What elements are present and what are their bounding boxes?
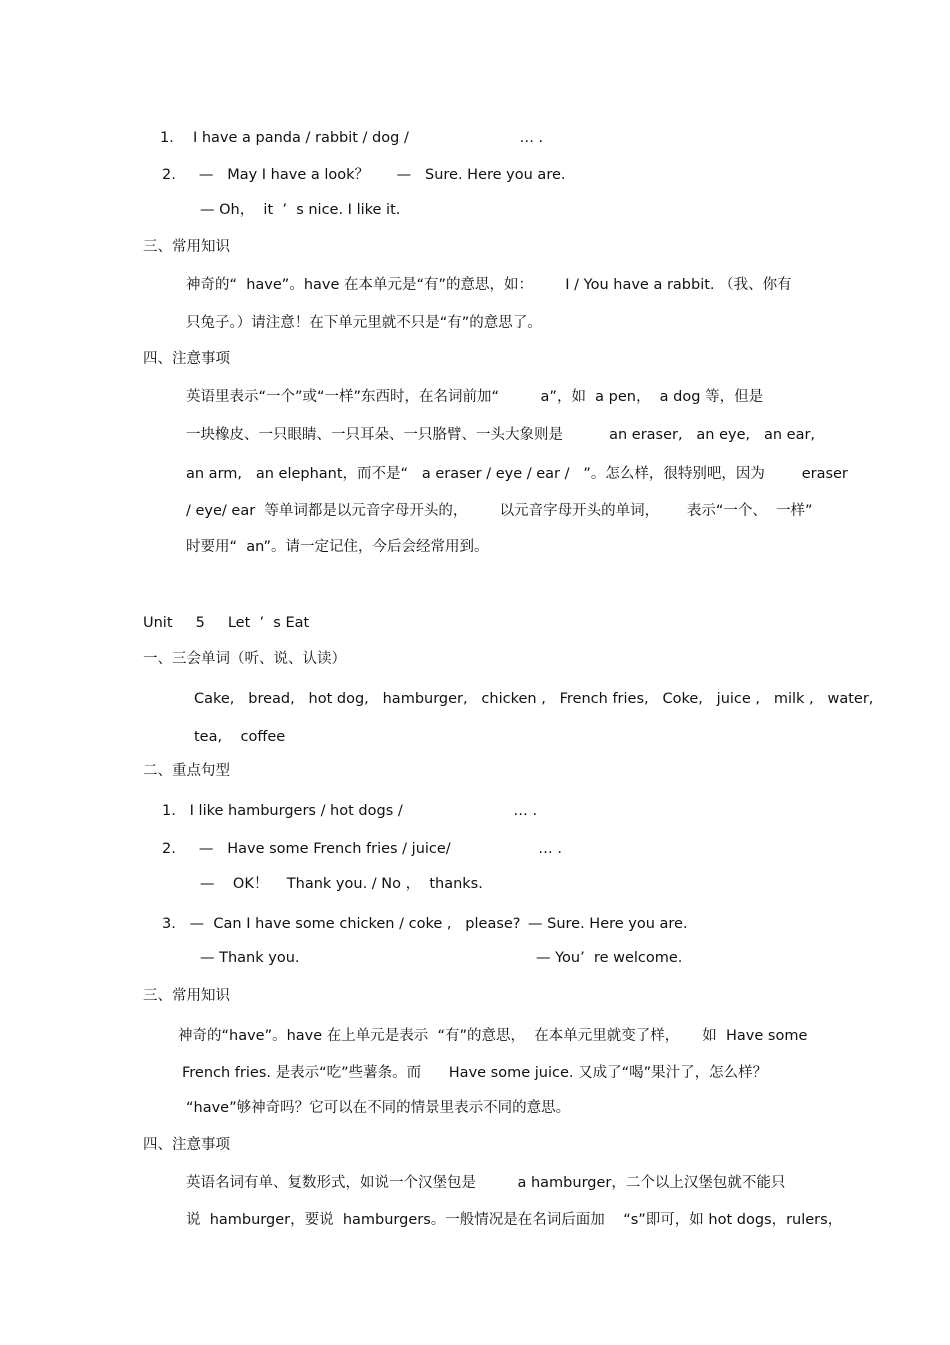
sentence-item-3-thanks: — Thank you. xyxy=(200,950,300,966)
sentence-item-1: 1． I have a panda / rabbit / dog / … . xyxy=(160,130,544,146)
paragraph-line: 一块橡皮、一只眼睛、一只耳朵、一只胳臂、一头大象则是 an eraser, an eye, an ear, xyxy=(186,427,816,443)
paragraph-line: 说 hamburger，要说 hamburgers。一般情况是在名词后面加 “s”即可，如 hot dogs，rulers， xyxy=(186,1212,843,1228)
sentence-item-3-answer: — Sure. Here you are. xyxy=(528,916,688,932)
unit-title: Unit 5 Let ’ s Eat xyxy=(143,615,310,631)
paragraph-line: French fries. 是表示“吃”些薯条。而 Have some juice. 又成了“喝”果汁了，怎么样？ xyxy=(182,1065,768,1081)
sentence-item-2: 2. — Have some French fries / juice/ … . xyxy=(162,841,562,857)
paragraph-line: 只兔子。）请注意！在下单元里就不只是“有”的意思了。 xyxy=(186,315,542,331)
paragraph-line: “have”够神奇吗？它可以在不同的情景里表示不同的意思。 xyxy=(186,1100,571,1116)
vocabulary-line: Cake, bread, hot dog, hamburger, chicken , French fries, Coke, juice , milk , water, xyxy=(194,691,874,707)
sentence-item-2-reply: — OK！ Thank you. / No ， thanks. xyxy=(200,876,483,892)
section-heading-common-knowledge: 三、常用知识 xyxy=(143,988,230,1004)
sentence-item-3-welcome: — You’ re welcome. xyxy=(536,950,683,966)
sentence-item-3: 3. — Can I have some chicken / coke , please? xyxy=(162,916,521,932)
sentence-item-2: 2. — May I have a look？ — Sure. Here you are. xyxy=(162,167,566,183)
paragraph-line: 时要用“ an”。请一定记住，今后会经常用到。 xyxy=(186,539,489,555)
paragraph-line: / eye/ ear 等单词都是以元音字母开头的， 以元音字母开头的单词， 表示“一个、 一样” xyxy=(186,503,813,519)
section-heading-notes: 四、注意事项 xyxy=(143,1137,230,1153)
paragraph-line: 神奇的“have”。have 在上单元是表示 “有”的意思， 在本单元里就变了样， 如 Have some xyxy=(178,1028,808,1044)
vocabulary-line: tea, coffee xyxy=(194,729,286,745)
section-heading-key-sentences: 二、重点句型 xyxy=(143,763,230,779)
paragraph-line: 英语名词有单、复数形式，如说一个汉堡包是 a hamburger，二个以上汉堡包就不能只 xyxy=(186,1175,786,1191)
section-heading-common-knowledge: 三、常用知识 xyxy=(143,239,230,255)
section-heading-notes: 四、注意事项 xyxy=(143,351,230,367)
sentence-item-1: 1. I like hamburgers / hot dogs / … . xyxy=(162,803,538,819)
section-heading-vocabulary: 一、三会单词（听、说、认读） xyxy=(143,651,346,667)
paragraph-line: 英语里表示“一个”或“一样”东西时，在名词前加“ a”，如 a pen， a dog 等，但是 xyxy=(186,389,764,405)
paragraph-line: an arm, an elephant，而不是“ a eraser / eye / ear / ”。怎么样，很特别吧，因为 eraser xyxy=(186,466,848,482)
paragraph-line: 神奇的“ have”。have 在本单元是“有”的意思，如： I / You have a rabbit. （我、你有 xyxy=(186,277,792,293)
sentence-item-2-reply: — Oh， it ’ s nice. I like it. xyxy=(200,202,401,218)
